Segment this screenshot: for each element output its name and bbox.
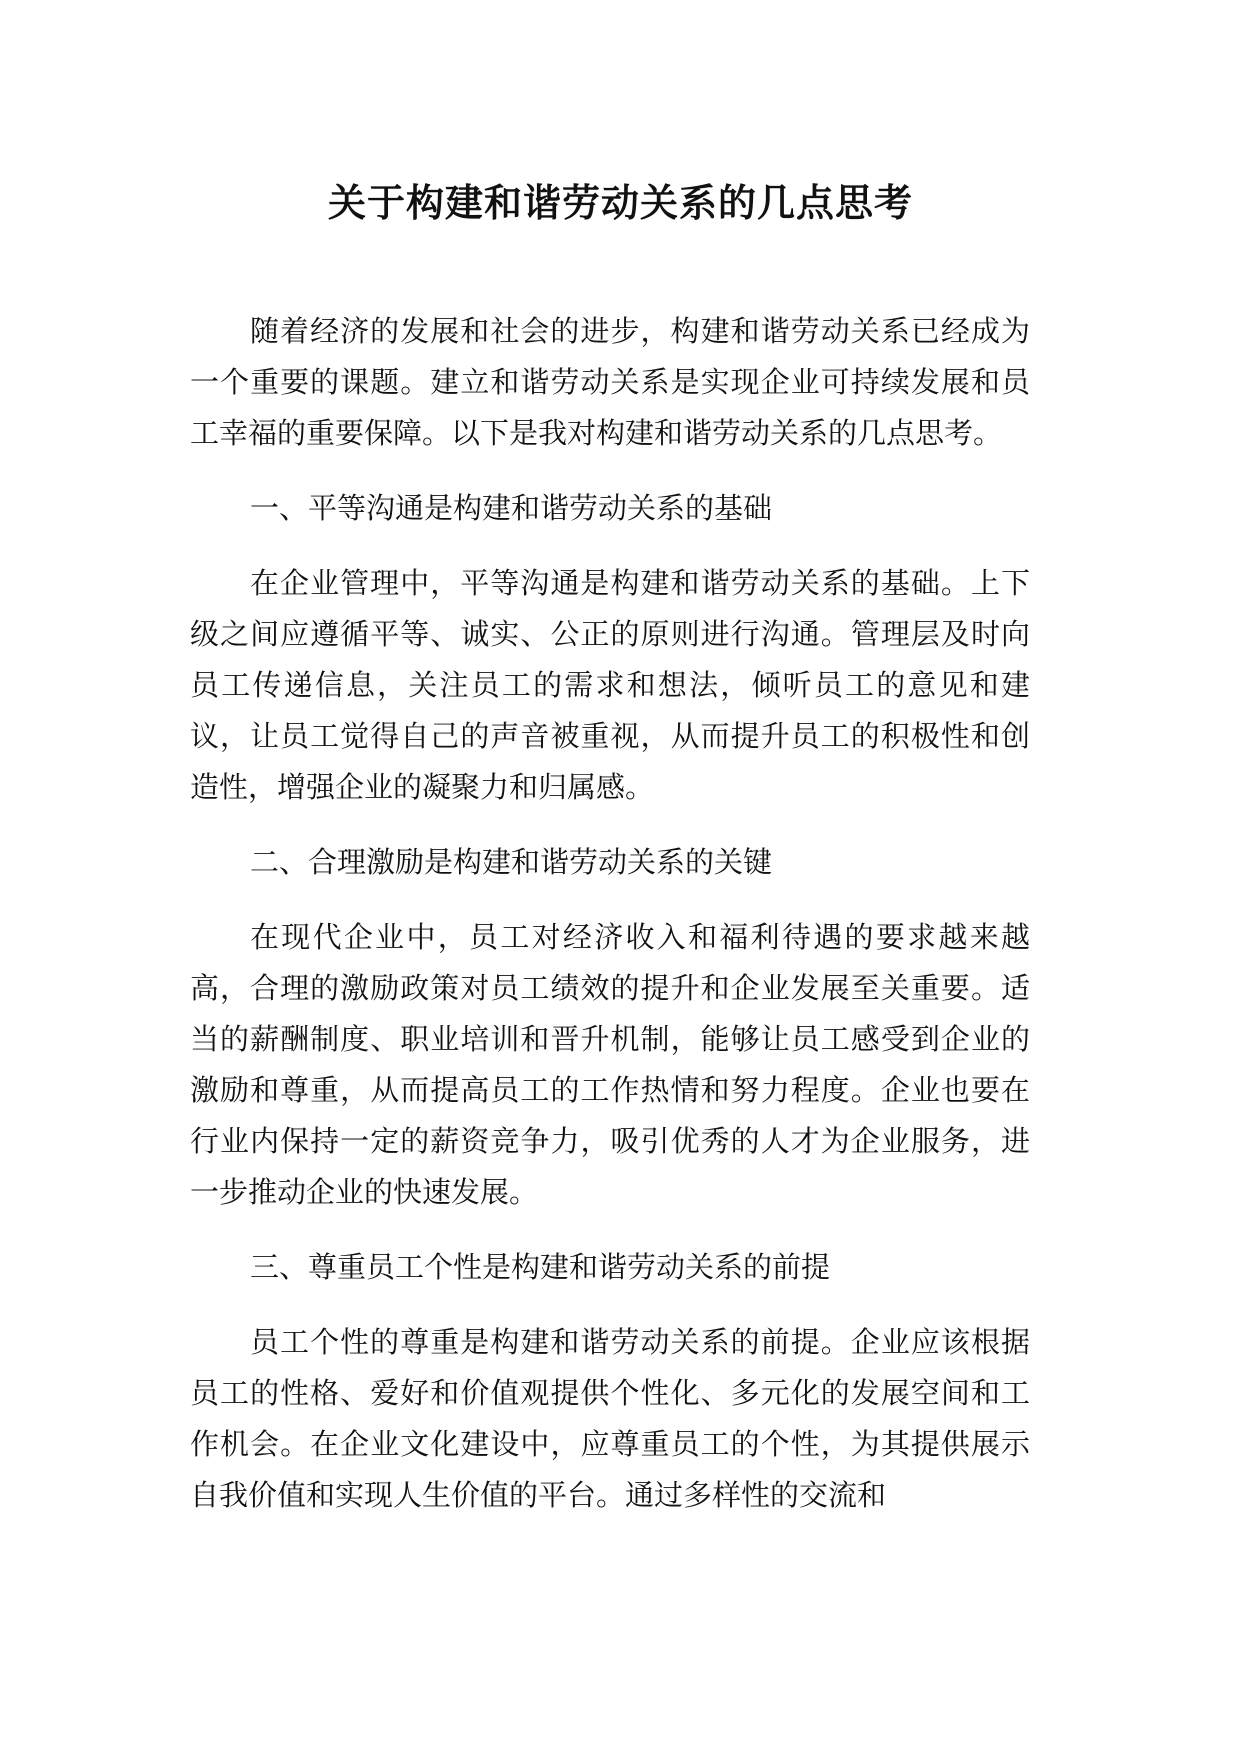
section-paragraph-2: 在现代企业中，员工对经济收入和福利待遇的要求越来越高，合理的激励政策对员工绩效的提升和企业发展至关重要。适当的薪酬制度、职业培训和晋升机制，能够让员工感受到企业的激励和尊重，从而提高员工的工作热情和努力程度。企业也要在行业内保持一定的薪资竞争力，吸引优秀的人才为企业服务，进一步推动企业的快速发展。 (190, 920, 1030, 1209)
section-heading-3: 三、尊重员工个性是构建和谐劳动关系的前提 (250, 1250, 831, 1284)
section-heading-1: 一、平等沟通是构建和谐劳动关系的基础 (250, 491, 773, 525)
section-heading-2: 二、合理激励是构建和谐劳动关系的关键 (250, 845, 773, 879)
document-title: 关于构建和谐劳动关系的几点思考 (327, 181, 913, 225)
document-body (190, 306, 1030, 1545)
section-paragraph-3: 员工个性的尊重是构建和谐劳动关系的前提。企业应该根据员工的性格、爱好和价值观提供个性化、多元化的发展空间和工作机会。在企业文化建设中，应尊重员工的个性，为其提供展示自我价值和实现人生价值的平台。通过多样性的交流和 (190, 1325, 1030, 1512)
intro-paragraph: 随着经济的发展和社会的进步，构建和谐劳动关系已经成为一个重要的课题。建立和谐劳动关系是实现企业可持续发展和员工幸福的重要保障。以下是我对构建和谐劳动关系的几点思考。 (190, 314, 1030, 450)
section-paragraph-1: 在企业管理中，平等沟通是构建和谐劳动关系的基础。上下级之间应遵循平等、诚实、公正的原则进行沟通。管理层及时向员工传递信息，关注员工的需求和想法，倾听员工的意见和建议，让员工觉得自己的声音被重视，从而提升员工的积极性和创造性，增强企业的凝聚力和归属感。 (190, 566, 1030, 804)
